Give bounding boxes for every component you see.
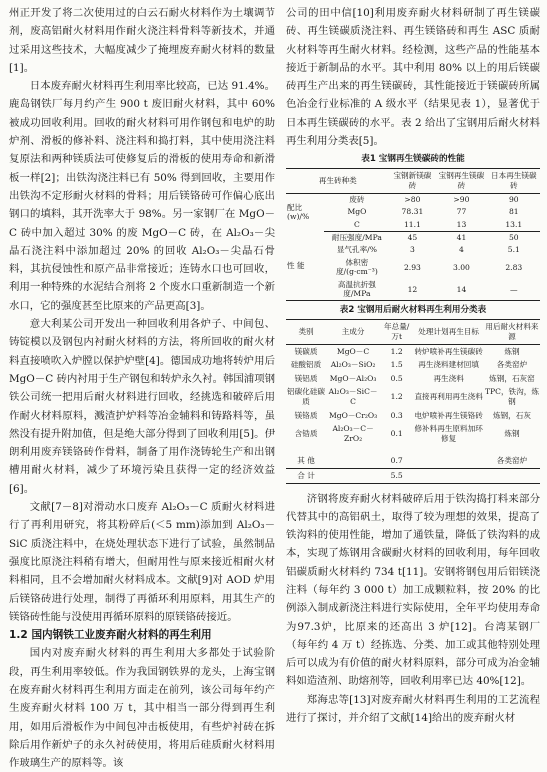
cell: 其 他 xyxy=(297,456,315,466)
cell: 78.31 xyxy=(401,207,424,217)
table-row xyxy=(286,422,540,445)
cell: 3 xyxy=(410,245,415,255)
table-row xyxy=(286,344,540,358)
cell: C xyxy=(324,218,389,231)
cell: 体积密度/(g·cm⁻³) xyxy=(335,257,378,277)
table1-header: 日本再生镁碳砖 xyxy=(488,169,540,193)
cell: 废砖 xyxy=(349,194,365,204)
cell xyxy=(326,454,380,468)
cell: >90 xyxy=(453,194,470,204)
table-row xyxy=(286,278,540,300)
cell: 13.1 xyxy=(488,218,540,231)
cell: 77 xyxy=(456,207,467,217)
cell: 炼钢，石灰窑 xyxy=(489,373,535,383)
cell: 1.2 xyxy=(390,392,403,402)
table-row xyxy=(286,385,540,408)
group-label: 性 能 xyxy=(287,260,305,270)
cell: Al₂O₃－C－ZrO₂ xyxy=(332,424,374,443)
cell: 2.83 xyxy=(505,262,523,272)
cell: 11.1 xyxy=(390,218,436,231)
table2-caption: 表2 宝钢用后耐火材料再生利用分类表 xyxy=(339,305,487,316)
paragraph: 日本废弃耐火材料再生利用率比较高，已达 91.4%。鹿岛钢铁厂每月约产生 900 t 废旧耐火材料，其中 60% 被成功回收利用。回收的耐火材料可用作钢包和电炉的助炉剂、滑板的修补料、浇注料和捣打料，其中使用浇注料复原法和两种镁质法可使修复后的滑板的使用寿命和新滑板一样[2]；出铁沟浇注料已有 50% 得到回收，主要用作出铁沟不定形耐火材料的骨料；用后镁铬砖可作偏心底出钢口的填料，其开洗率大于 98%。另一家钢厂在 MgO－C 砖中加入超过 30% 的废 MgO－C 砖，在 Al₂O₃－尖晶石浇注料中添加超过 20% 的回收 Al₂O₃－尖晶石骨料，其抗侵蚀性和原产品非常接近；连铸水口也可回收，利用一种特殊的水泥结合剂将 2 个废水口重新制造一个新水口，它的强度甚至比原来的产品更高[3]。 xyxy=(9,80,275,312)
cell: 镁铬质 xyxy=(294,410,318,420)
cell: 合 计 xyxy=(286,468,326,483)
table-row xyxy=(286,372,540,386)
cell: 显气孔率/% xyxy=(336,245,377,255)
cell: 13 xyxy=(435,218,487,231)
cell: 镁铝质 xyxy=(294,373,318,383)
paragraph: 意大利某公司开发出一种回收利用各炉子、中间包、铸锭模以及钢包内衬耐火材料的方法，将所回收的耐火材料直接喷吹入炉膛以保护炉壁[4]。德国成功地将转炉用后 MgO－C 砖内衬用于生产钢包和转炉永久衬。韩国浦项钢铁公司统一把用后耐火材料进行回收，经挑选和破碎后用作耐火材料原料，溅渣护炉料等冶金辅料和铸路料等，虽然没有提升附加值，但是绝大部分得到了回收利用[5]。伊朗利用废弃镁铬砖作骨料，制备了用作浇铸轮生产和出钢槽用耐火材料，减少了环境污染且获得一定的经济效益[6]。 xyxy=(9,318,275,495)
cell: 炼钢 xyxy=(504,428,520,438)
cell: 电炉喷补再生镁铬砖 xyxy=(414,410,483,420)
cell: 4 xyxy=(459,245,464,255)
table2-header: 处理计划再生目标 xyxy=(413,320,484,344)
table-row xyxy=(286,358,540,372)
cell: 90 xyxy=(508,194,519,204)
cell: 硅酸铝质 xyxy=(290,360,322,370)
table-row xyxy=(286,468,540,483)
cell: 耐压强度/MPa xyxy=(331,233,382,243)
cell: TPC，铁沟，炼钢 xyxy=(484,387,539,406)
table1-caption: 表1 宝钢再生镁碳砖的性能 xyxy=(361,154,465,165)
cell: 含锆质 xyxy=(294,428,318,438)
section-heading: 1.2 国内钢铁工业废弃耐火材料的再生利用 xyxy=(9,629,212,642)
cell: MgO xyxy=(347,207,367,217)
cell: — xyxy=(510,284,518,294)
table2-header: 用后耐火材料来源 xyxy=(484,320,540,344)
cell xyxy=(413,454,484,468)
cell: 5.5 xyxy=(380,468,413,483)
cell: 再生浇料建材回填 xyxy=(418,360,479,370)
table1 xyxy=(286,168,540,301)
cell xyxy=(326,468,380,483)
cell: 转炉喷补再生镁碳砖 xyxy=(414,346,483,356)
cell: 再生浇料 xyxy=(433,373,464,383)
cell: MgO－Al₂O₃ xyxy=(329,373,377,383)
table-row xyxy=(286,206,540,218)
cell: 2.93 xyxy=(403,262,421,272)
cell: 各类窑炉 xyxy=(496,456,528,466)
cell xyxy=(413,468,484,483)
cell: >80 xyxy=(404,194,421,204)
cell: 高温抗折强度/MPa xyxy=(337,279,376,299)
cell: 修补料再生原料加环修复 xyxy=(414,424,483,443)
paragraph: 国内对废弃耐火材料的再生利用大多都处于试验阶段，再生利用率较低。作为我国钢铁界的龙头，上海宝钢在废弃耐火材料再生利用方面走在前列，该公司每年约产生废弃耐火材料 100 万 t，其中相当一部分得到再生利用，如用后滑板作为中间包冲击板使用，有些炉衬砖在拆除后用作新炉子的永久衬砖使用，将用后硅质耐火材料用作玻璃生产的原料等。该 xyxy=(9,647,275,770)
group-label: 配比(w)/% xyxy=(287,202,310,222)
table2-header: 主成分 xyxy=(326,320,380,344)
cell: 0.5 xyxy=(390,373,403,383)
table2-header: 类别 xyxy=(286,320,326,344)
table-row xyxy=(286,256,540,278)
cell: 0.1 xyxy=(390,428,403,438)
table-row xyxy=(286,218,540,231)
left-column xyxy=(9,4,275,772)
cell: 5.1 xyxy=(507,245,520,255)
table-row xyxy=(286,244,540,256)
cell: 0.7 xyxy=(390,456,403,466)
cell: Al₂O₃－SiO₂ xyxy=(330,360,376,370)
paragraph: 公司的田中信[10]利用废弃耐火材料研制了再生镁碳砖、再生镁碳质浇注料、再生镁铬砖和再生 ASC 质耐火材料等再生耐火材料。经检测，这些产品的性能基本接近于新制品的水平。其中利用 80% 以上的用后镁碳砖再生产出来的再生镁碳砖，其性能接近于镁碳砖所属色冶金行业标准的 A 级水平（结果见表 1），显著优于日本再生镁碳砖的水平。表 2 给出了宝钢用后耐火材料再生利用分类表[5]。 xyxy=(286,7,540,148)
table2-header: 年总量/万t xyxy=(380,320,413,344)
table1-header: 宝钢再生镁碳砖 xyxy=(435,169,487,193)
cell: 直接再利用再生浇料 xyxy=(414,392,483,402)
cell: 1.5 xyxy=(390,360,403,370)
cell: 各类窑炉 xyxy=(496,360,528,370)
cell: 3.00 xyxy=(452,262,470,272)
table1-header: 宝钢新镁碳砖 xyxy=(390,169,436,193)
paragraph: 州正开发了将二次使用过的白云石耐火材料作为土壤调节剂，废高铝耐火材料用作耐火浇注料骨料等新技术，并通过采用这些技术，大幅度减少了掩埋废弃耐火材料的数量[1]。 xyxy=(9,7,275,74)
cell: Al₂O₃－SiC－C xyxy=(328,387,378,406)
table-row xyxy=(286,231,540,244)
paragraph: 济钢将废弃耐火材料破碎后用于铁沟捣打料来部分代替其中的高铝矾土，取得了较为理想的效果，提高了铁沟料的使用性能，增加了通铁量，降低了铁沟料的成本，实现了炼钢用含碳耐火材料的回收利用，每年回收铝碳质耐火材料约 734 t[11]。安钢将钢包用后铝镁浇注料（每年约 3 000 t）加工成颗粒料，按 20% 的比例添入制成新浇注料进行实际使用，全年平均使用寿命为97.3炉，比原来的还高出 3 炉[12]。台湾某钢厂（每年约 4 万 t）经拣选、分类、加工或其他特别处理后可以成为有价值的耐火材料原料，部分可成为冶金辅料如造渣剂、助熔剂等，回收利用率已达 40%[12]。 xyxy=(286,492,540,688)
table-row xyxy=(286,454,540,468)
cell: MgO－C xyxy=(336,346,370,356)
table1-header: 再生砖种类 xyxy=(286,169,390,193)
paragraph: 文献[7－8]对滑动水口废弃 Al₂O₃－C 质耐火材料进行了再利用研究，将其粉碎后(＜5 mm)添加到 Al₂O₃－SiC 质浇注料中，在烧处理状态下进行了试验，虽然制品强度比原浇注料稍有增大，但耐用性与原来接近相耐火材料相同，且不会增加耐火材料成本。文献[9]对 AOD 炉用后镁铬砖进行处理，制得了再循环利用原料，用其生产的镁铬砖性能与没使用再循环原料的原镁铬砖接近。 xyxy=(9,501,275,623)
cell: 0.3 xyxy=(390,410,403,420)
right-column xyxy=(286,4,540,727)
cell: 镁碳质 xyxy=(294,346,318,356)
table2 xyxy=(286,319,540,483)
cell: 45 xyxy=(407,233,418,243)
table-row xyxy=(286,409,540,423)
cell: MgO－Cr₂O₃ xyxy=(328,410,378,420)
paragraph: 郑海忠等[13]对废弃耐火材料再生利用的工艺流程进行了探讨，并介绍了文献[14]给出的废弃耐火材 xyxy=(286,693,540,725)
table-row xyxy=(286,193,540,206)
cell: 14 xyxy=(456,284,467,294)
cell: 12 xyxy=(407,284,418,294)
cell: 炼钢，石灰 xyxy=(492,410,531,420)
cell: 50 xyxy=(508,233,519,243)
cell xyxy=(484,468,540,483)
cell: 41 xyxy=(456,233,467,243)
cell: 1.2 xyxy=(390,346,403,356)
cell: 铝碳化硅碳质 xyxy=(287,387,326,406)
cell: 81 xyxy=(508,207,519,217)
cell: 炼钢 xyxy=(504,346,520,356)
